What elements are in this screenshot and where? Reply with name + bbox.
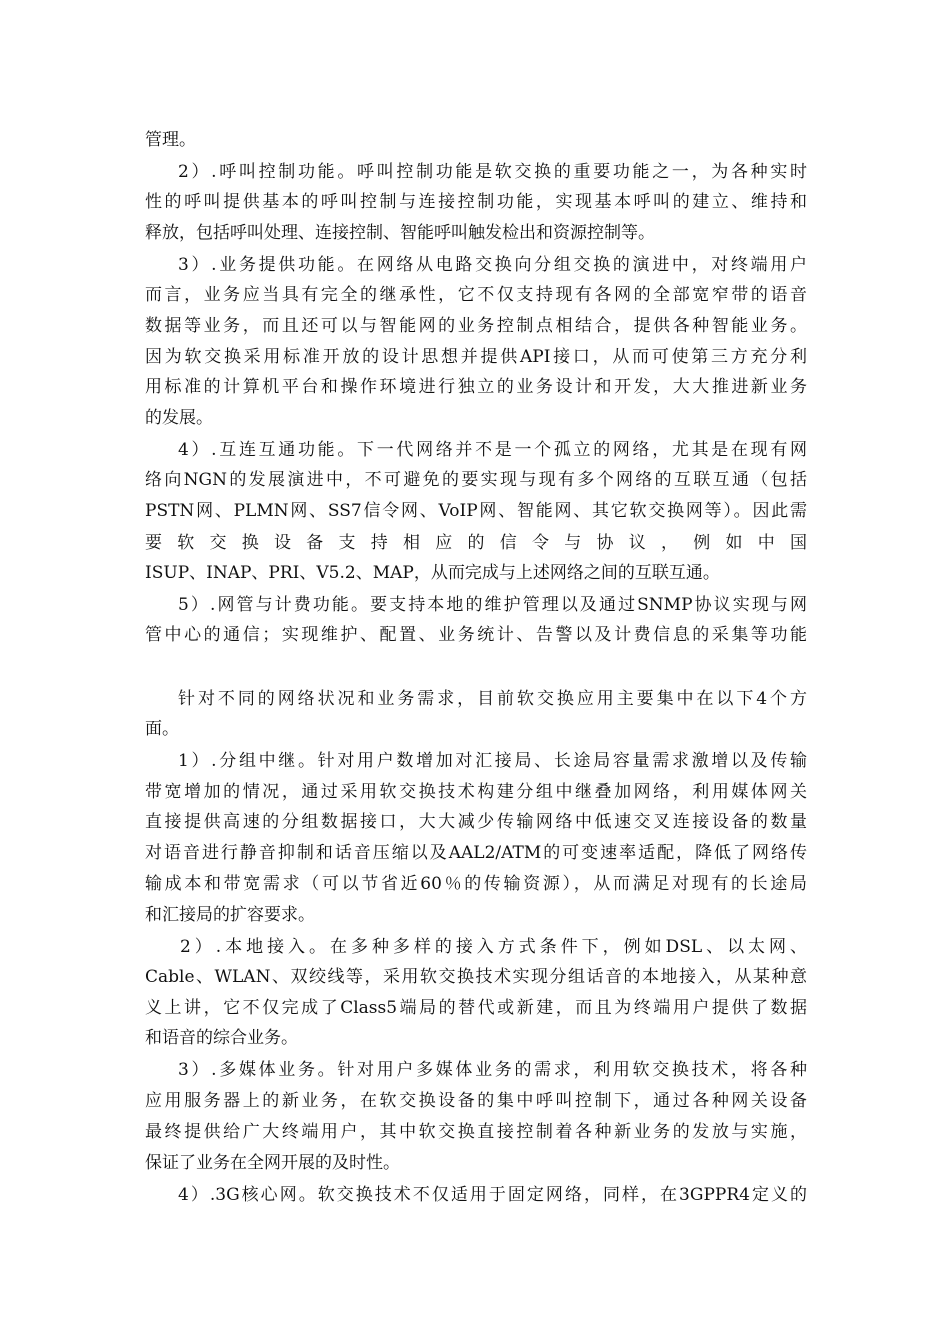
text-line: 输成本和带宽需求（可以节省近60％的传输资源），从而满足对现有的长途局 <box>145 874 807 894</box>
text-line: 的发展。 <box>145 408 213 428</box>
text-line: 应用服务器上的新业务，在软交换设备的集中呼叫控制下，通过各种网关设备 <box>145 1091 807 1111</box>
text-line: 4）.3G核心网。软交换技术不仅适用于固定网络，同样，在3GPPR4定义的 <box>178 1185 807 1205</box>
text-line: 带宽增加的情况，通过采用软交换技术构建分组中继叠加网络，利用媒体网关 <box>145 782 807 802</box>
text-line: 管理。 <box>145 130 196 150</box>
text-line: 针对不同的网络状况和业务需求，目前软交换应用主要集中在以下4个方 <box>178 689 807 709</box>
text-line: 络向NGN的发展演进中，不可避免的要实现与现有多个网络的互联互通（包括 <box>145 470 807 490</box>
text-line: 和汇接局的扩容要求。 <box>145 905 315 925</box>
text-line: 数据等业务，而且还可以与智能网的业务控制点相结合，提供各种智能业务。 <box>145 316 807 336</box>
text-line: 性的呼叫提供基本的呼叫控制与连接控制功能，实现基本呼叫的建立、维持和 <box>145 192 807 212</box>
text-line: 2）.本地接入。在多种多样的接入方式条件下，例如DSL、以太网、 <box>180 937 807 957</box>
text-line: 3）.业务提供功能。在网络从电路交换向分组交换的演进中，对终端用户 <box>178 255 807 275</box>
text-line: 4）.互连互通功能。下一代网络并不是一个孤立的网络，尤其是在现有网 <box>178 440 807 460</box>
text-line: 要 软 交 换 设 备 支 持 相 应 的 信 令 与 协 议 ， 例 如 中 国 <box>145 533 807 553</box>
text-line: ISUP、INAP、PRI、V5.2、MAP，从而完成与上述网络之间的互联互通。 <box>145 563 720 583</box>
text-line: Cable、WLAN、双绞线等，采用软交换技术实现分组话音的本地接入，从某种意 <box>145 967 807 987</box>
text-line: 和语音的综合业务。 <box>145 1028 298 1048</box>
text-line: 释放，包括呼叫处理、连接控制、智能呼叫触发检出和资源控制等。 <box>145 223 655 243</box>
text-line: 管中心的通信；实现维护、配置、业务统计、告警以及计费信息的采集等功能 <box>145 625 807 645</box>
text-line: 对语音进行静音抑制和话音压缩以及AAL2/ATM的可变速率适配，降低了网络传 <box>145 843 807 863</box>
text-line: 用标准的计算机平台和操作环境进行独立的业务设计和开发，大大推进新业务 <box>145 377 807 397</box>
text-line: 1）.分组中继。针对用户数增加对汇接局、长途局容量需求激增以及传输 <box>178 751 807 771</box>
text-line: 直接提供高速的分组数据接口，大大减少传输网络中低速交叉连接设备的数量 <box>145 812 807 832</box>
text-line: 面。 <box>145 719 179 739</box>
text-line: 2）.呼叫控制功能。呼叫控制功能是软交换的重要功能之一，为各种实时 <box>178 162 807 182</box>
text-line: 保证了业务在全网开展的及时性。 <box>145 1153 400 1173</box>
text-line: PSTN网、PLMN网、SS7信令网、VoIP网、智能网、其它软交换网等）。因此需 <box>145 501 807 521</box>
text-line: 3）.多媒体业务。针对用户多媒体业务的需求，利用软交换技术，将各种 <box>178 1060 807 1080</box>
text-line: 因为软交换采用标准开放的设计思想并提供API接口，从而可使第三方充分利 <box>145 347 807 367</box>
text-line: 而言，业务应当具有完全的继承性，它不仅支持现有各网的全部宽窄带的语音 <box>145 285 807 305</box>
text-line: 5）.网管与计费功能。要支持本地的维护管理以及通过SNMP协议实现与网 <box>178 595 807 615</box>
text-line: 义上讲，它不仅完成了Class5端局的替代或新建，而且为终端用户提供了数据 <box>145 998 807 1018</box>
text-line: 最终提供给广大终端用户，其中软交换直接控制着各种新业务的发放与实施， <box>145 1122 807 1142</box>
